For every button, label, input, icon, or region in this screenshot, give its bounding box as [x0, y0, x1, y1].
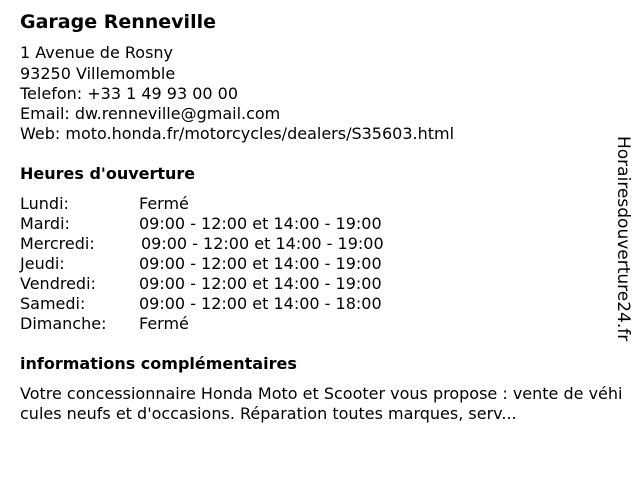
day-label: Samedi:	[20, 294, 86, 313]
day-hours: 09:00 - 12:00 et 14:00 - 19:00	[139, 254, 382, 273]
day-label: Jeudi:	[20, 254, 65, 273]
day-label: Mercredi:	[20, 234, 95, 253]
day-label: Mardi:	[20, 214, 70, 233]
day-hours: 09:00 - 12:00 et 14:00 - 18:00	[139, 294, 382, 313]
day-hours: Fermé	[139, 314, 189, 333]
day-label: Dimanche:	[20, 314, 107, 333]
hours-heading: Heures d'ouverture	[20, 164, 196, 183]
phone-line: Telefon: +33 1 49 93 00 00	[20, 84, 239, 103]
info-description: Votre concessionnaire Honda Moto et Scooter vous propose : vente de véhicules neufs et d'occasions. Réparation toutes marques, serv...	[20, 384, 623, 423]
day-hours: Fermé	[139, 194, 189, 213]
web-line: Web: moto.honda.fr/motorcycles/dealers/S35603.html	[20, 124, 455, 143]
address-line-2: 93250 Villemomble	[20, 64, 176, 83]
info-heading: informations complémentaires	[20, 354, 297, 373]
site-watermark: Horairesdouverture24.fr	[613, 136, 633, 342]
day-label: Vendredi:	[20, 274, 96, 293]
day-hours: 09:00 - 12:00 et 14:00 - 19:00	[139, 274, 382, 293]
address-line-1: 1 Avenue de Rosny	[20, 43, 174, 62]
email-line: Email: dw.renneville@gmail.com	[20, 104, 281, 123]
day-label: Lundi:	[20, 194, 69, 213]
day-hours: 09:00 - 12:00 et 14:00 - 19:00	[141, 234, 384, 253]
day-hours: 09:00 - 12:00 et 14:00 - 19:00	[139, 214, 382, 233]
business-name: Garage Renneville	[20, 11, 216, 33]
